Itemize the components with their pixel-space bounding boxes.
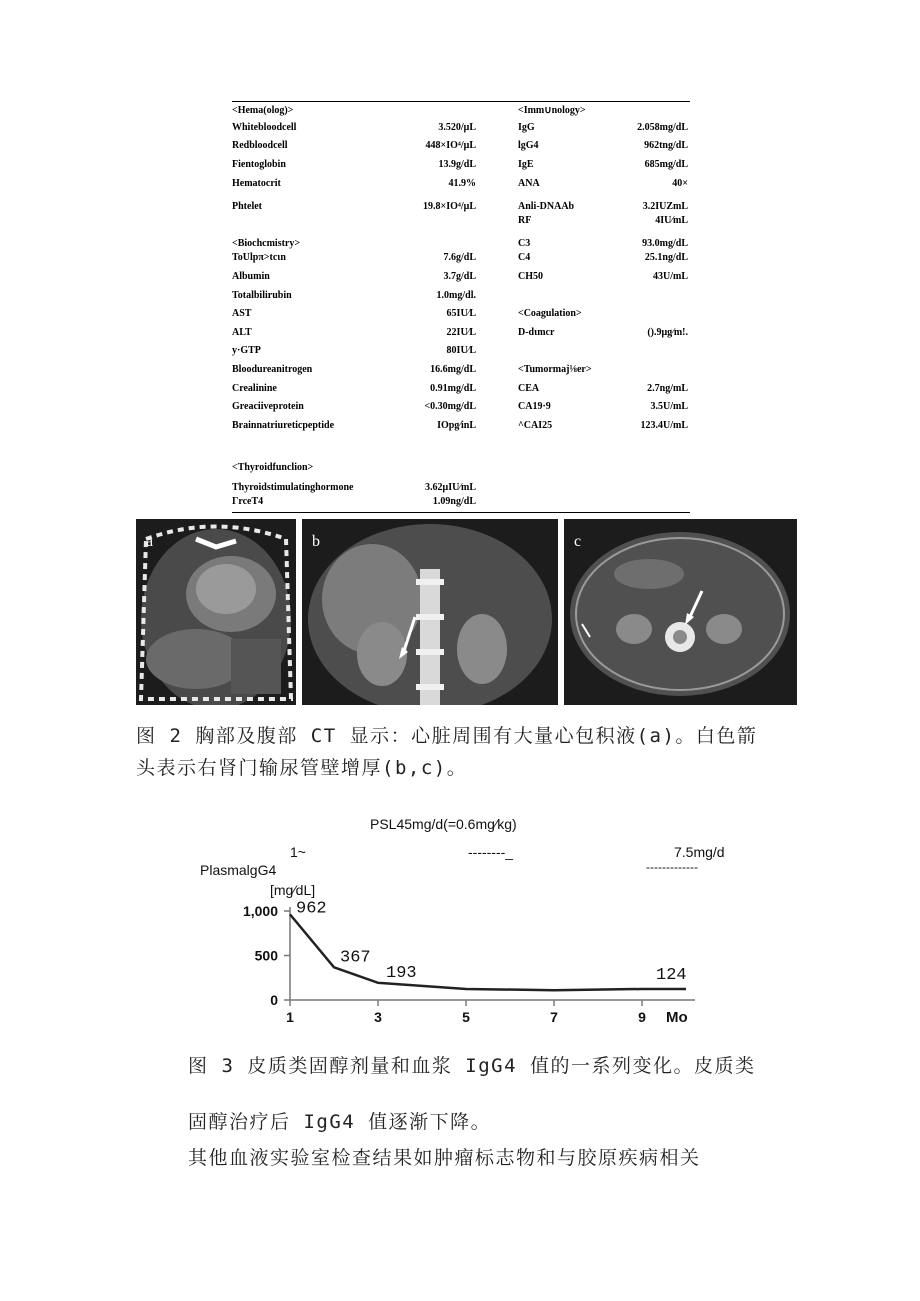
lab-test-name: ANA bbox=[518, 178, 540, 189]
lab-test-name: <Thyroidfunclion> bbox=[232, 462, 314, 473]
lab-results-table bbox=[232, 101, 690, 513]
lab-row bbox=[518, 401, 688, 415]
lab-row bbox=[232, 327, 476, 341]
lab-row bbox=[518, 308, 688, 322]
lab-test-value: 4IU⁄mL bbox=[655, 215, 688, 226]
x-tick-label: 7 bbox=[550, 1009, 558, 1025]
data-label: 124 bbox=[656, 965, 687, 985]
ct-label-a: a bbox=[146, 533, 154, 550]
lab-row bbox=[232, 290, 476, 304]
lab-test-name: Fientoglobin bbox=[232, 159, 286, 170]
igg4-chart bbox=[190, 810, 770, 1030]
lab-test-name: lgG4 bbox=[518, 140, 539, 151]
lab-row bbox=[232, 159, 476, 173]
x-tick-label: 5 bbox=[462, 1009, 470, 1025]
lab-row bbox=[518, 364, 688, 378]
ct-image-panels bbox=[136, 519, 797, 705]
lab-row bbox=[518, 238, 688, 252]
figure3-caption-line1: 图 3 皮质类固醇剂量和血浆 IgG4 值的一系列变化。皮质类 bbox=[188, 1055, 756, 1077]
figure2-caption-line1: 图 2 胸部及腹部 CT 显示：心脏周围有大量心包积液(a)。白色箭 bbox=[136, 725, 758, 747]
data-label: 367 bbox=[340, 948, 371, 968]
figure2-caption-line2: 头表示右肾门输尿管壁增厚(b,c)。 bbox=[136, 757, 468, 779]
lab-row bbox=[232, 201, 476, 215]
lab-row bbox=[232, 345, 476, 359]
lab-row bbox=[232, 482, 476, 496]
chart-yunit: [mg⁄dL] bbox=[270, 882, 316, 898]
figure3-caption-line2: 固醇治疗后 IgG4 值逐渐下降。 bbox=[188, 1111, 492, 1133]
lab-row bbox=[232, 308, 476, 322]
ct-abdomen-axial-image bbox=[564, 519, 797, 705]
lab-test-name: <Hema(olog)> bbox=[232, 105, 294, 116]
lab-row bbox=[232, 496, 476, 510]
x-tick-label: 9 bbox=[638, 1009, 646, 1025]
lab-test-name: Redbloodcell bbox=[232, 140, 288, 151]
lab-test-name: ALT bbox=[232, 327, 252, 338]
lab-test-name: ΓrceT4 bbox=[232, 496, 264, 507]
lab-test-value: 123.4U/mL bbox=[640, 420, 688, 431]
lab-test-name: CH50 bbox=[518, 271, 543, 282]
chart-dose-end: 7.5mg/d bbox=[674, 844, 725, 860]
lab-test-name: CA19·9 bbox=[518, 401, 551, 412]
ct-abdomen-coronal-image bbox=[302, 519, 558, 705]
lab-row bbox=[232, 383, 476, 397]
lab-test-name: IgE bbox=[518, 159, 534, 170]
lab-test-name: ^CAI25 bbox=[518, 420, 553, 431]
lab-test-name: Greaciiveprotein bbox=[232, 401, 304, 412]
lab-test-value: 25.1ng/dL bbox=[644, 252, 688, 263]
lab-test-name: RF bbox=[518, 215, 532, 226]
lab-test-name: <Coagulation> bbox=[518, 308, 582, 319]
lab-test-value: 448×IO⁴/μL bbox=[425, 140, 476, 151]
lab-row bbox=[518, 122, 688, 136]
x-tick-label: 1 bbox=[286, 1009, 294, 1025]
lab-test-value: <0.30mg/dL bbox=[424, 401, 476, 412]
lab-row bbox=[518, 201, 688, 215]
lab-test-value: 3.2IUZmL bbox=[642, 201, 688, 212]
lab-row bbox=[518, 105, 688, 119]
body-paragraph: 其他血液实验室检查结果如肿瘤标志物和与胶原疾病相关 bbox=[188, 1147, 701, 1169]
lab-test-name: Albumin bbox=[232, 271, 270, 282]
lab-test-value: 3.62μIU⁄mL bbox=[425, 482, 476, 493]
ct-panel-b bbox=[302, 519, 558, 705]
lab-row bbox=[518, 383, 688, 397]
lab-row bbox=[232, 178, 476, 192]
lab-row bbox=[232, 122, 476, 136]
x-tick-label: 3 bbox=[374, 1009, 382, 1025]
lab-test-name: ToUlpπ>tcιn bbox=[232, 252, 286, 263]
lab-test-name: Brainnatriureticpeptide bbox=[232, 420, 335, 431]
lab-test-name: Hematocrit bbox=[232, 178, 281, 189]
lab-test-name: y·GTP bbox=[232, 345, 261, 356]
chart-dose-end-dashes: ------------- bbox=[646, 860, 698, 874]
lab-test-name: Whitebloodcell bbox=[232, 122, 297, 133]
lab-row bbox=[518, 159, 688, 173]
data-label: 193 bbox=[386, 963, 417, 983]
lab-test-name: Totalbilirubin bbox=[232, 290, 292, 301]
lab-row bbox=[232, 105, 476, 119]
chart-dose-title: PSL45mg/d(=0.6mg⁄kg) bbox=[370, 816, 517, 832]
lab-test-value: 3.520/μL bbox=[438, 122, 476, 133]
lab-row bbox=[232, 401, 476, 415]
lab-row bbox=[232, 252, 476, 266]
lab-test-name: <Biochcmistry> bbox=[232, 238, 301, 249]
lab-row bbox=[232, 238, 476, 252]
lab-test-name: Anli-DNAAb bbox=[518, 201, 575, 212]
lab-test-value: 1.0mg/dl. bbox=[436, 290, 476, 301]
lab-row bbox=[518, 420, 688, 434]
lab-test-name: Bloodureanitrogen bbox=[232, 364, 313, 375]
figure3-caption bbox=[188, 1038, 755, 1150]
figure2-caption bbox=[136, 720, 757, 784]
y-tick-label: 500 bbox=[254, 947, 278, 964]
y-tick-label: 1,000 bbox=[242, 903, 278, 919]
lab-test-value: 1.09ng/dL bbox=[432, 496, 476, 507]
lab-test-value: IOpg⁄inL bbox=[437, 420, 476, 431]
ct-label-b: b bbox=[312, 533, 320, 550]
chart-dose-dashes: --------_ bbox=[468, 844, 514, 860]
lab-test-value: 2.058mg/dL bbox=[637, 122, 688, 133]
lab-test-value: 19.8×IO⁴/μL bbox=[423, 201, 476, 212]
lab-row bbox=[518, 178, 688, 192]
lab-test-name: <Tumormaj⅛er> bbox=[518, 364, 592, 375]
lab-test-value: 41.9% bbox=[448, 178, 476, 189]
lab-test-value: 962tng/dL bbox=[644, 140, 688, 151]
lab-row bbox=[518, 140, 688, 154]
chart-ylabel: PlasmalgG4 bbox=[200, 862, 277, 878]
lab-test-value: ().9μg⁄m!. bbox=[647, 327, 688, 338]
lab-test-value: 22IU⁄L bbox=[446, 327, 476, 338]
lab-test-name: AST bbox=[232, 308, 252, 319]
lab-test-name: C3 bbox=[518, 238, 531, 249]
lab-test-name: IgG bbox=[518, 122, 535, 133]
lab-test-value: 16.6mg/dL bbox=[430, 364, 476, 375]
lab-test-value: 3.7g/dL bbox=[443, 271, 476, 282]
lab-test-value: 93.0mg/dL bbox=[642, 238, 688, 249]
y-tick-label: 0 bbox=[270, 992, 278, 1008]
ct-label-c: c bbox=[574, 533, 582, 550]
ct-panel-a bbox=[136, 519, 296, 705]
lab-row bbox=[232, 420, 476, 434]
lab-row bbox=[232, 462, 476, 476]
lab-test-name: D-dιmcr bbox=[518, 327, 555, 338]
chart-dose-start: 1~ bbox=[290, 844, 306, 860]
lab-row bbox=[518, 252, 688, 266]
ct-chest-coronal-image bbox=[136, 519, 296, 705]
lab-test-value: 685mg/dL bbox=[644, 159, 688, 170]
data-label: 962 bbox=[296, 899, 327, 919]
lab-row bbox=[232, 271, 476, 285]
lab-test-value: 2.7ng/mL bbox=[647, 383, 688, 394]
lab-test-value: 3.5U/mL bbox=[650, 401, 688, 412]
lab-test-name: CEA bbox=[518, 383, 540, 394]
ct-panel-c bbox=[564, 519, 797, 705]
lab-test-name: Phtelet bbox=[232, 201, 262, 212]
x-unit-label: Mo bbox=[666, 1009, 688, 1026]
lab-test-value: 7.6g/dL bbox=[443, 252, 476, 263]
lab-test-value: 0.91mg/dL bbox=[430, 383, 476, 394]
lab-row bbox=[518, 327, 688, 341]
chart-plot-area bbox=[190, 810, 770, 1030]
lab-test-value: 13.9g/dL bbox=[438, 159, 476, 170]
lab-test-value: 40× bbox=[672, 178, 688, 189]
lab-test-name: <Imm∪nology> bbox=[518, 105, 586, 116]
lab-row bbox=[518, 215, 688, 229]
lab-test-value: 43U/mL bbox=[653, 271, 688, 282]
lab-test-name: Crealinine bbox=[232, 383, 277, 394]
lab-row bbox=[232, 140, 476, 154]
lab-test-value: 80IU⁄L bbox=[446, 345, 476, 356]
lab-test-value: 65IU⁄L bbox=[446, 308, 476, 319]
lab-row bbox=[232, 364, 476, 378]
lab-test-name: Thyroidstimulatinghormone bbox=[232, 482, 354, 493]
lab-row bbox=[518, 271, 688, 285]
lab-test-name: C4 bbox=[518, 252, 531, 263]
